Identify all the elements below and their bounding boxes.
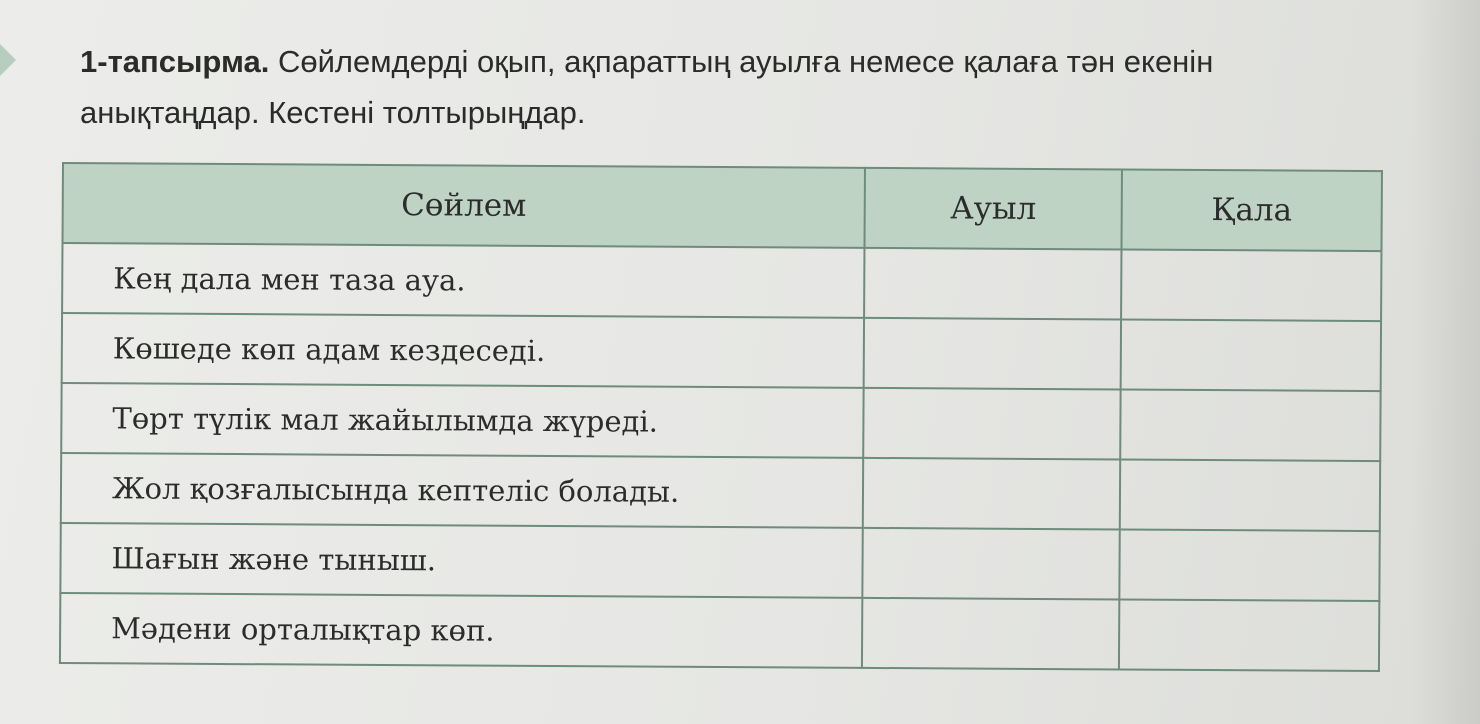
- sentence-cell: Шағын және тыныш.: [60, 523, 862, 598]
- village-answer-cell[interactable]: [864, 248, 1121, 320]
- village-answer-cell[interactable]: [863, 388, 1120, 460]
- sentence-cell: Мәдени орталықтар көп.: [60, 593, 862, 668]
- header-village: Ауыл: [864, 168, 1121, 250]
- section-tab-marker: [0, 38, 16, 82]
- village-answer-cell[interactable]: [864, 318, 1121, 390]
- city-answer-cell[interactable]: [1120, 459, 1380, 531]
- sentence-table-wrapper: [59, 162, 1383, 672]
- village-answer-cell[interactable]: [862, 528, 1119, 600]
- header-sentence: Сөйлем: [63, 163, 865, 248]
- table-row: [61, 383, 1380, 461]
- task-text: Сөйлемдерді оқып, ақпараттың ауылға немесе қалаға тән екенін анықтаңдар. Кестені толтырыңдар.: [80, 44, 1214, 130]
- city-answer-cell[interactable]: [1121, 249, 1381, 321]
- sentence-cell: Төрт түлік мал жайылымда жүреді.: [61, 383, 863, 458]
- header-city: Қала: [1121, 169, 1381, 251]
- table-row: [62, 313, 1381, 391]
- sentence-table: [59, 162, 1383, 672]
- table-row: [60, 523, 1379, 601]
- table-header-row: [63, 163, 1382, 251]
- city-answer-cell[interactable]: [1120, 389, 1380, 461]
- sentence-cell: Көшеде көп адам кездеседі.: [62, 313, 864, 388]
- city-answer-cell[interactable]: [1121, 319, 1381, 391]
- village-answer-cell[interactable]: [863, 458, 1120, 530]
- page-edge-shadow: [1410, 0, 1480, 724]
- table-row: [62, 243, 1381, 321]
- task-instruction: [80, 36, 1380, 138]
- task-number: 1-тапсырма.: [80, 44, 270, 79]
- city-answer-cell[interactable]: [1119, 529, 1379, 601]
- table-row: [61, 453, 1380, 531]
- city-answer-cell[interactable]: [1119, 599, 1379, 671]
- sentence-cell: Кең дала мен таза ауа.: [62, 243, 864, 318]
- table-row: [60, 593, 1379, 671]
- village-answer-cell[interactable]: [862, 598, 1119, 670]
- sentence-cell: Жол қозғалысында кептеліс болады.: [61, 453, 863, 528]
